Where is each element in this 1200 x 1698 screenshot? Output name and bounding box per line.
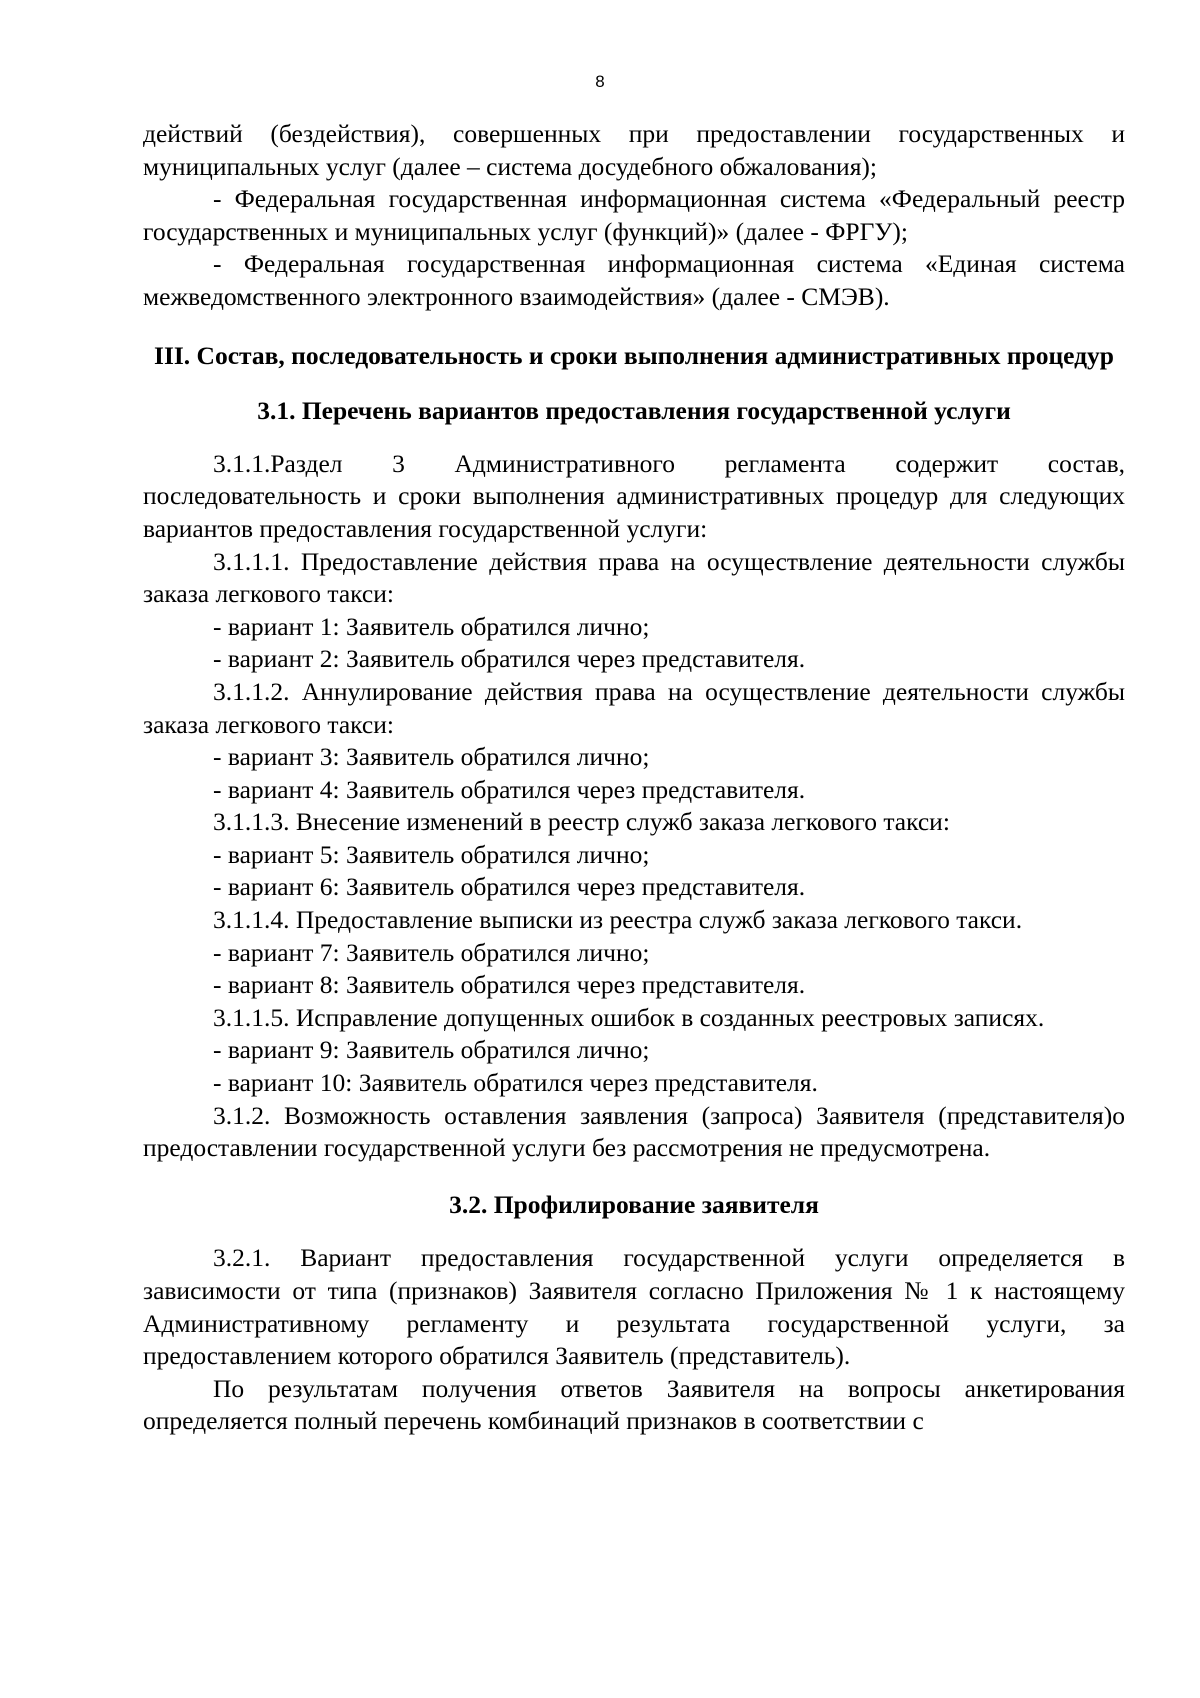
paragraph: 3.1.1.5. Исправление допущенных ошибок в созданных реестровых записях. <box>213 1002 1045 1032</box>
paragraph: 3.1.1.3. Внесение изменений в реестр служб заказа легкового такси: <box>213 807 950 837</box>
section-heading: 3.1. Перечень вариантов предоставления государственной услуги <box>257 396 1011 426</box>
paragraph: - вариант 8: Заявитель обратился через представителя. <box>213 970 806 1000</box>
paragraph: действий (бездействия), совершенных при предоставлении государственных и муниципальных услуг (далее – система досудебного обжалования); <box>143 119 1125 181</box>
document-body <box>143 118 1125 1438</box>
paragraph: - вариант 9: Заявитель обратился лично; <box>213 1035 650 1065</box>
section-heading: III. Состав, последовательность и сроки выполнения административных процедур <box>154 340 1114 370</box>
paragraph: - вариант 2: Заявитель обратился через представителя. <box>213 644 806 674</box>
paragraph: 3.1.1.2. Аннулирование действия права на осуществление деятельности службы заказа легкового такси: <box>143 676 1125 739</box>
paragraph: 3.1.1.4. Предоставление выписки из реестра служб заказа легкового такси. <box>213 905 1023 935</box>
paragraph: - вариант 10: Заявитель обратился через представителя. <box>213 1068 818 1098</box>
paragraph: - вариант 5: Заявитель обратился лично; <box>213 839 650 869</box>
paragraph: 3.1.2. Возможность оставления заявления (запроса) Заявителя (представителя)о предоставлении государственной услуги без рассмотрения не предусмотрена. <box>143 1100 1125 1163</box>
paragraph: 3.1.1.Раздел 3 Административного регламента содержит состав, последовательность и сроки выполнения административных процедур для следующих вариантов предоставления государственной услуги: <box>143 448 1125 543</box>
page-number: 8 <box>595 72 605 91</box>
paragraph: - вариант 3: Заявитель обратился лично; <box>213 742 650 772</box>
paragraph: - вариант 4: Заявитель обратился через представителя. <box>213 774 806 804</box>
paragraph: - вариант 1: Заявитель обратился лично; <box>213 611 650 641</box>
paragraph: - Федеральная государственная информационная система «Федеральный реестр государственных и муниципальных услуг (функций)» (далее - ФРГУ); <box>143 184 1125 246</box>
section-heading: 3.2. Профилирование заявителя <box>449 1189 819 1219</box>
paragraph: 3.1.1.1. Предоставление действия права на осуществление деятельности службы заказа легкового такси: <box>143 546 1125 609</box>
paragraph: 3.2.1. Вариант предоставления государственной услуги определяется в зависимости от типа (признаков) Заявителя согласно Приложения № 1 к настоящему Административному регламенту и результата государственной услуги, за предоставлением которого обратился Заявитель (представитель). <box>143 1243 1125 1371</box>
paragraph: По результатам получения ответов Заявителя на вопросы анкетирования определяется полный перечень комбинаций признаков в соответствии с <box>143 1373 1125 1436</box>
paragraph: - вариант 7: Заявитель обратился лично; <box>213 937 650 967</box>
paragraph: - Федеральная государственная информационная система «Единая система межведомственного электронного взаимодействия» (далее - СМЭВ). <box>143 249 1125 311</box>
paragraph: - вариант 6: Заявитель обратился через представителя. <box>213 872 806 902</box>
